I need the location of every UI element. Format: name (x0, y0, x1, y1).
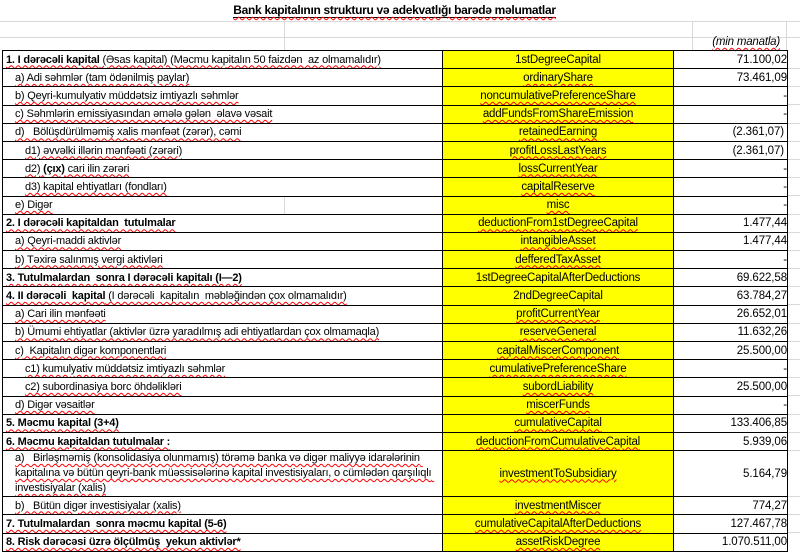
table-row (3, 141, 788, 159)
value-cell (674, 141, 788, 159)
description-cell (3, 432, 443, 450)
value-cell (674, 51, 788, 69)
table-row (3, 69, 788, 87)
gridline (788, 141, 800, 142)
code-label: cumulativeCapitalAfterDeductions (474, 517, 642, 530)
code-cell (443, 269, 674, 287)
code-label: investmentToSubsidiary (499, 467, 617, 480)
value-cell (674, 432, 788, 450)
code-cell (443, 305, 674, 323)
table-row (3, 342, 788, 360)
description-cell (3, 269, 443, 287)
value-text: - (783, 362, 787, 375)
table-row (3, 232, 788, 250)
description-text: d3) kapital ehtiyatları (fondları) (25, 180, 167, 193)
description-text: 5. Məcmu kapital (3+4) (6, 417, 119, 430)
code-cell (443, 414, 674, 432)
code-cell (443, 87, 674, 105)
value-text: 774,27 (752, 499, 787, 512)
code-label: capitalMiscerComponent (496, 344, 620, 357)
code-label: lossCurrentYear (518, 162, 598, 175)
code-cell (443, 287, 674, 305)
code-cell (443, 141, 674, 159)
description-cell (3, 123, 443, 141)
code-label: profitCurrentYear (516, 308, 600, 321)
code-cell (443, 432, 674, 450)
unit-note (633, 36, 780, 49)
value-text: 133.406,85 (730, 417, 787, 430)
table-row (3, 396, 788, 414)
value-cell (674, 360, 788, 378)
code-cell (443, 160, 674, 178)
code-label: reserveGeneral (519, 326, 597, 339)
description-text: 6. Məcmu kapitaldan tutulmalar : (6, 435, 171, 448)
code-label: deductionFromCumulativeCapital (475, 435, 641, 448)
description-cell (3, 414, 443, 432)
description-cell (3, 87, 443, 105)
description-text: b) Qeyri-kumulyativ müddətsiz imtiyazlı səhmlər (15, 89, 239, 102)
description-text: b) Ümumi ehtiyatlar (aktivlər üzrə yaradılmış adi ehtiyatlardan çox olmamaqla) (15, 326, 380, 339)
report-title (2, 3, 787, 17)
table-row (3, 451, 788, 497)
value-text: 69.622,58 (736, 271, 787, 284)
description-text: a) Qeyri-maddi aktivlər (15, 235, 122, 248)
gridline (788, 195, 800, 196)
value-text: - (783, 108, 787, 121)
value-text: 1.477,44 (743, 235, 787, 248)
description-cell (3, 160, 443, 178)
description-text: (I dərəcəli kapitalın məbləğindən çox olmamalıdır) (105, 290, 347, 303)
description-text: (çıx) (43, 162, 65, 175)
value-cell (674, 105, 788, 123)
gridline (788, 104, 800, 105)
code-cell (443, 178, 674, 196)
report-title-text: Bank kapitalının strukturu və adekvatlığı barədə məlumatlar (233, 3, 556, 17)
description-cell (3, 178, 443, 196)
code-cell (443, 360, 674, 378)
gridline (788, 232, 800, 233)
table-row (3, 323, 788, 341)
table-row (3, 251, 788, 269)
table-row (3, 378, 788, 396)
description-text: e) Digər (15, 199, 53, 212)
code-label: 1stDegreeCapitalAfterDeductions (475, 271, 641, 284)
description-cell (3, 378, 443, 396)
value-text: 71.100,02 (736, 53, 787, 66)
code-cell (443, 214, 674, 232)
value-cell (674, 451, 788, 497)
value-cell (674, 123, 788, 141)
description-text: 4. II dərəcəli kapital (6, 290, 106, 303)
gridline (788, 414, 800, 415)
value-cell (674, 214, 788, 232)
value-cell (674, 515, 788, 533)
value-cell (674, 533, 788, 551)
table-row (3, 287, 788, 305)
value-cell (674, 69, 788, 87)
code-cell (443, 251, 674, 269)
gridline (284, 197, 285, 214)
code-label: 1stDegreeCapital (515, 53, 601, 66)
value-text: 1.070.511,00 (721, 536, 787, 549)
gridline (788, 86, 800, 87)
gridline (788, 286, 800, 287)
description-text: d1) əvvəlki illərin mənfəəti (zərəri) (25, 144, 183, 157)
description-cell (3, 232, 443, 250)
code-cell (443, 451, 674, 497)
value-text: 11.632,26 (737, 326, 787, 339)
description-text: a) Cari ilin mənfəəti (15, 308, 106, 321)
description-text: b) Bütün digər investisiyalar (xalis) (15, 499, 181, 512)
table-row (3, 196, 788, 214)
code-cell (443, 196, 674, 214)
code-cell (443, 497, 674, 515)
description-text: 1. I dərəcəli kapital (6, 53, 100, 66)
description-cell (3, 141, 443, 159)
description-cell (3, 497, 443, 515)
description-cell (3, 51, 443, 69)
code-cell (443, 323, 674, 341)
code-label: noncumulativePreferenceShare (480, 89, 636, 102)
table-row (3, 305, 788, 323)
table-row (3, 360, 788, 378)
description-cell (3, 515, 443, 533)
gridline (786, 21, 787, 50)
value-text: 63.784,27 (736, 290, 787, 303)
value-cell (674, 342, 788, 360)
gridline (788, 123, 800, 124)
code-label: profitLossLastYears (509, 144, 607, 157)
gridline (788, 177, 800, 178)
gridline (788, 304, 800, 305)
gridline (788, 450, 800, 451)
capital-table (2, 50, 788, 552)
description-text: c1) kumulyativ müddətsiz imtiyazlı səhmlər (25, 362, 226, 375)
code-cell (443, 69, 674, 87)
code-label: cumulativePreferenceShare (489, 362, 627, 375)
table-row (3, 105, 788, 123)
code-cell (443, 378, 674, 396)
code-label: ordinaryShare (523, 71, 593, 84)
code-label: capitalReserve (521, 180, 595, 193)
value-cell (674, 251, 788, 269)
gridline (788, 514, 800, 515)
description-text: d) Digər vəsaitlər (15, 399, 95, 412)
value-text: - (783, 89, 787, 102)
description-cell (3, 533, 443, 551)
description-cell (3, 360, 443, 378)
value-cell (674, 414, 788, 432)
gridline (788, 432, 800, 433)
value-text: 26.652,01 (736, 308, 787, 321)
description-cell (3, 396, 443, 414)
code-label: investmentMiscer (514, 499, 602, 512)
code-cell (443, 533, 674, 551)
value-text: 25.500,00 (736, 344, 787, 357)
code-cell (443, 342, 674, 360)
table-row (3, 123, 788, 141)
gridline (788, 532, 800, 533)
description-text: c) Kapitalın digər komponentləri (15, 344, 167, 357)
description-text: b) Təxirə salınmış vergi aktivləri (15, 253, 163, 266)
value-cell (674, 323, 788, 341)
value-text: - (783, 180, 787, 193)
table-row (3, 214, 788, 232)
code-label: cumulativeCapital (514, 417, 602, 430)
table-row (3, 178, 788, 196)
description-cell (3, 214, 443, 232)
code-cell (443, 123, 674, 141)
value-text: - (783, 162, 787, 175)
code-label: intangibleAsset (520, 235, 596, 248)
description-text: 2. I dərəcəli kapitaldan tutulmalar (6, 217, 176, 230)
value-cell (674, 160, 788, 178)
value-cell (674, 178, 788, 196)
description-cell (3, 105, 443, 123)
description-cell (3, 287, 443, 305)
code-label: retainedEarning (518, 126, 598, 139)
table-row (3, 51, 788, 69)
code-label: misc (546, 199, 570, 212)
code-label: addFundsFromShareEmission (482, 108, 634, 121)
gridline (788, 268, 800, 269)
value-cell (674, 396, 788, 414)
value-text: - (783, 253, 787, 266)
value-cell (674, 305, 788, 323)
table-row (3, 533, 788, 551)
description-cell (3, 251, 443, 269)
value-text: 5.164,79 (743, 467, 787, 480)
value-cell (674, 232, 788, 250)
value-text: 127.467,78 (730, 517, 787, 530)
value-text: 1.477,44 (743, 217, 787, 230)
table-row (3, 269, 788, 287)
code-label: miscerFunds (526, 399, 590, 412)
code-cell (443, 396, 674, 414)
description-text: a) Birləşməmiş (konsolidasiya olunmamış) törəmə banka və digər maliyyə idarələrinin kapitalına və bütün qeyri-bank müəssisələrinə kapital investisiyaları, o cümlədən qarşılıqlı investisiyalar (xalis) (15, 452, 435, 495)
value-text: - (783, 199, 787, 212)
description-text: d2) (25, 162, 44, 175)
value-cell (674, 378, 788, 396)
description-text: 7. Tutulmalardan sonra məcmu kapital (5-6) (6, 517, 227, 530)
value-text: (2.361,07) (732, 126, 784, 139)
gridline (284, 21, 285, 50)
table-row (3, 515, 788, 533)
value-cell (674, 269, 788, 287)
gridline (0, 21, 800, 22)
gridline (788, 214, 800, 215)
value-text: 5.939,06 (743, 435, 787, 448)
gridline (788, 159, 800, 160)
description-cell (3, 451, 443, 497)
value-cell (674, 497, 788, 515)
table-row (3, 432, 788, 450)
code-cell (443, 51, 674, 69)
code-cell (443, 232, 674, 250)
description-text: (Əsas kapital) (Məcmu kapitalın 50 faizdən az olmamalıdır) (99, 53, 381, 66)
table-row (3, 497, 788, 515)
value-cell (674, 87, 788, 105)
gridline (788, 68, 800, 69)
description-text: c2) subordinasiya borc öhdəlikləri (25, 380, 182, 393)
description-cell (3, 305, 443, 323)
description-text: d) Bölüşdürülməmiş xalis mənfəət (zərər), cəmi (15, 126, 242, 139)
gridline (788, 359, 800, 360)
gridline (788, 395, 800, 396)
value-text: - (783, 399, 787, 412)
description-cell (3, 342, 443, 360)
gridline (788, 250, 800, 251)
value-cell (674, 196, 788, 214)
description-text: a) Adi səhmlər (tam ödənilmiş paylar) (15, 71, 190, 84)
code-label: defferedTaxAsset (515, 253, 601, 266)
code-cell (443, 105, 674, 123)
description-text: cari ilin zərəri (64, 162, 130, 175)
table-row (3, 160, 788, 178)
table-row (3, 414, 788, 432)
description-text: 3. Tutulmalardan sonra I dərəcəli kapitalı (I—2) (6, 271, 242, 284)
gridline (788, 341, 800, 342)
code-cell (443, 515, 674, 533)
description-text: c) Səhmlərin emissiyasından əmələ gələn əlavə vəsait (15, 108, 273, 121)
unit-note-text: (min manatla) (712, 36, 780, 48)
code-label: subordLiability (522, 380, 594, 393)
table-row (3, 87, 788, 105)
value-text: 25.500,00 (736, 380, 787, 393)
value-text: 73.461,09 (736, 71, 787, 84)
code-label: assetRiskDegree (515, 536, 601, 549)
code-label: deductionFrom1stDegreeCapital (478, 217, 638, 230)
value-cell (674, 287, 788, 305)
code-label: 2ndDegreeCapital (513, 290, 603, 303)
description-cell (3, 323, 443, 341)
description-cell (3, 69, 443, 87)
gridline (788, 323, 800, 324)
description-cell (3, 196, 443, 214)
gridline (788, 377, 800, 378)
description-text: 8. Risk dərəcəsi üzrə ölçülmüş yekun aktivlər* (6, 536, 241, 549)
value-text: (2.361,07) (732, 144, 784, 157)
gridline (788, 496, 800, 497)
